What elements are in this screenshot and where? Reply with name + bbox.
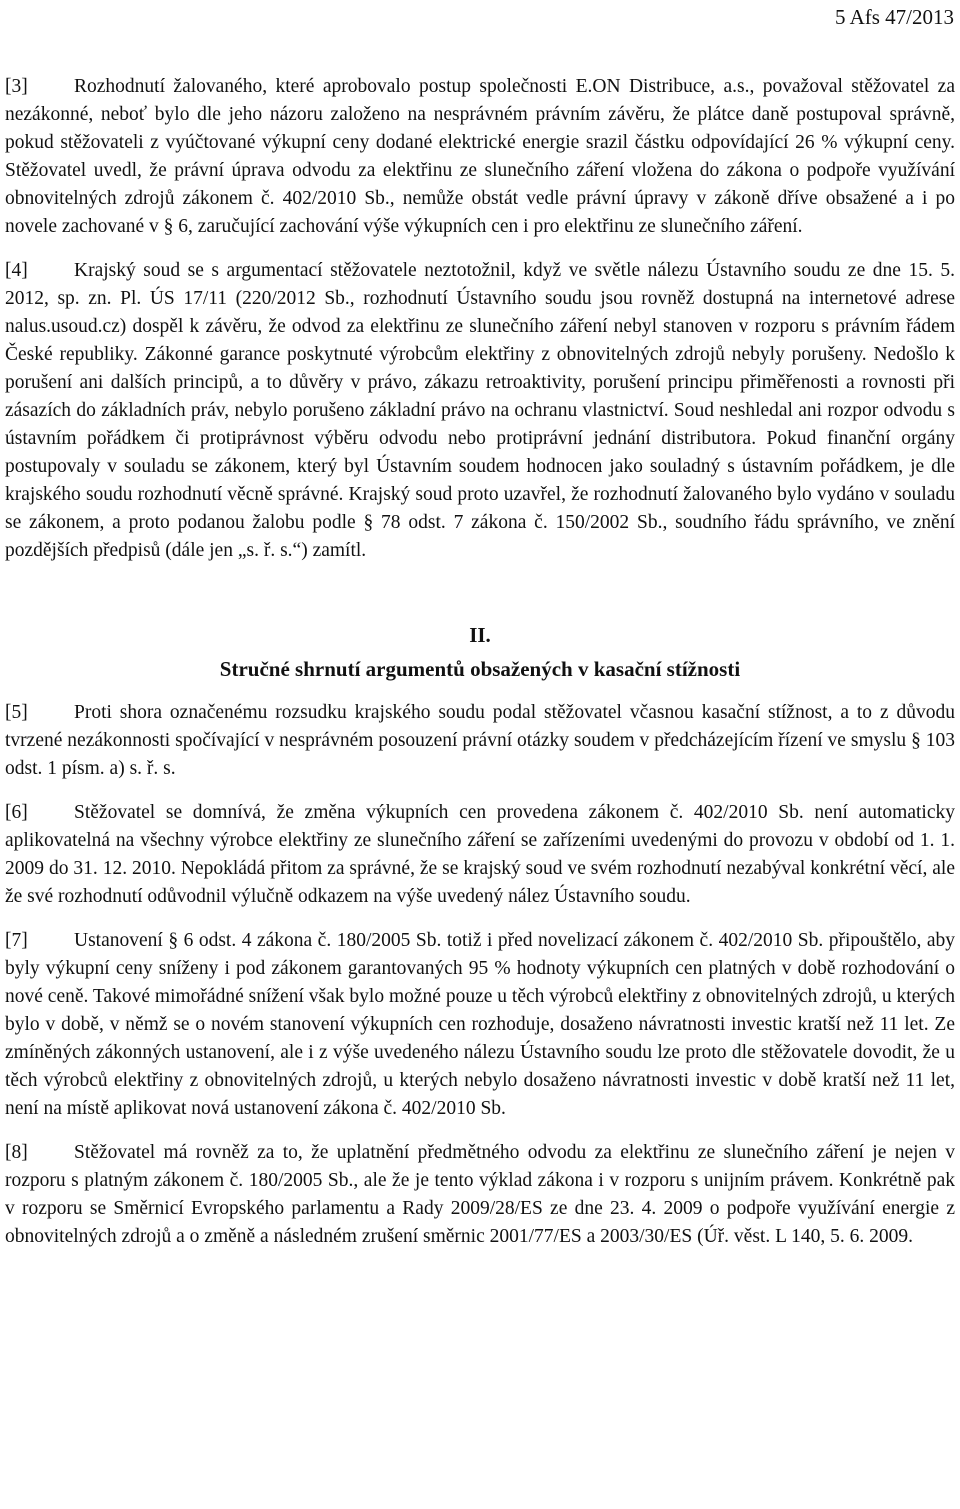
paragraph-text: Stěžovatel se domnívá, že změna výkupních cen provedena zákonem č. 402/2010 Sb. není automaticky aplikovatelná na všechny výrobce elektřiny ze slunečního záření se zařízeními uvedenými do provozu v období od 1. 1. 2009 do 31. 12. 2010. Nepokládá přitom za správné, že se krajský soud ve svém rozhodnutí nezabýval konkrétní věcí, ale že své rozhodnutí odůvodnil výlučně odkazem na výše uvedený nález Ústavního soudu.	[5, 802, 955, 907]
section-number: II.	[469, 623, 491, 647]
paragraph-number: [8]	[5, 1142, 28, 1163]
paragraph-text: Rozhodnutí žalovaného, které aprobovalo postup společnosti E.ON Distribuce, a.s., považoval stěžovatel za nezákonné, neboť bylo dle jeho názoru založeno na nesprávném právním závěru, že plátce daně postupoval správně, pokud stěžovateli z vyúčtované výkupní ceny dodané elektrické energie srazil částku odpovídající 26 % výkupní ceny. Stěžovatel uvedl, že právní úprava odvodu za elektřinu ze slunečního záření vložena do zákona o podpoře využívání obnovitelných zdrojů zákonem č. 402/2010 Sb., nemůže obstát vedle právní úpravy v zákoně dříve obsažené a i po novele zachované v § 6, zaručující zachování výše výkupních cen i pro elektřinu ze slunečního záření.	[5, 76, 955, 237]
paragraph-number: [3]	[5, 76, 28, 97]
paragraph-7	[5, 927, 955, 1123]
paragraph-8	[5, 1139, 955, 1251]
paragraph-text: Ustanovení § 6 odst. 4 zákona č. 180/2005 Sb. totiž i před novelizací zákonem č. 402/2010 Sb. připouštělo, aby byly výkupní ceny sníženy i pod zákonem garantovaných 95 % hodnoty výkupních cen platných v době rozhodování o nové ceně. Takové mimořádné snížení však bylo možné pouze u těch výrobců elektřiny z obnovitelných zdrojů, u kterých bylo v době, v němž se o novém stanovení výkupních cen rozhoduje, dosaženo návratnosti investic kratší než 11 let. Ze zmíněných zákonných ustanovení, ale i z výše uvedeného nálezu Ústavního soudu lze proto dle stěžovatele dovodit, že u těch výrobců elektřiny z obnovitelných zdrojů, u kterých nebylo dosaženo návratnosti investic v době kratší než 11 let, není na místě aplikovat nová ustanovení zákona č. 402/2010 Sb.	[5, 930, 955, 1119]
paragraph-text: Krajský soud se s argumentací stěžovatele neztotožnil, když ve světle nálezu Ústavního soudu ze dne 15. 5. 2012, sp. zn. Pl. ÚS 17/11 (220/2012 Sb., rozhodnutí Ústavního soudu jsou rovněž dostupná na internetové adrese nalus.usoud.cz) dospěl k závěru, že odvod za elektřinu ze slunečního záření nebyl stanoven v rozporu s právním řádem České republiky. Zákonné garance poskytnuté výrobcům elektřiny z obnovitelných zdrojů nebyly porušeny. Nedošlo k porušení ani dalších principů, a to důvěry v právo, zákazu retroaktivity, porušení principu přiměřenosti a rovnosti při zásazích do základních práv, nebylo porušeno základní právo na ochranu vlastnictví. Soud neshledal ani rozpor odvodu s ústavním pořádkem či protiprávnost výběru odvodu nebo protiprávní jednání distributora. Pokud finanční orgány postupovaly v souladu se zákonem, který byl Ústavním soudem hodnocen jako souladný s ústavním pořádkem, je dle krajského soudu rozhodnutí věcně správné. Krajský soud proto uzavřel, že rozhodnutí žalovaného bylo vydáno v souladu se zákonem, a proto podanou žalobu podle § 78 odst. 7 zákona č. 150/2002 Sb., soudního řádu správního, ve znění pozdějších předpisů (dále jen „s. ř. s.“) zamítl.	[5, 260, 955, 561]
paragraph-6	[5, 799, 955, 911]
paragraph-number: [4]	[5, 260, 28, 281]
paragraph-number: [7]	[5, 930, 28, 951]
paragraph-3	[5, 73, 955, 241]
paragraph-4	[5, 257, 955, 565]
case-number-header: 5 Afs 47/2013	[834, 5, 954, 29]
paragraph-5	[5, 699, 955, 783]
section-title: Stručné shrnutí argumentů obsažených v kasační stížnosti	[219, 657, 741, 681]
paragraph-number: [5]	[5, 702, 28, 723]
paragraph-number: [6]	[5, 802, 28, 823]
paragraph-text: Stěžovatel má rovněž za to, že uplatnění předmětného odvodu za elektřinu ze slunečního záření je nejen v rozporu s platným zákonem č. 180/2005 Sb., ale že je tento výklad zákona i v rozporu s unijním právem. Konkrétně pak v rozporu se Směrnicí Evropského parlamentu a Rady 2009/28/ES ze dne 23. 4. 2009 o podpoře využívání energie z obnovitelných zdrojů a o změně a následném zrušení směrnic 2001/77/ES a 2003/30/ES (Úř. věst. L 140, 5. 6. 2009.	[5, 1142, 955, 1247]
document-body	[5, 73, 955, 1267]
paragraph-text: Proti shora označenému rozsudku krajského soudu podal stěžovatel včasnou kasační stížnost, a to z důvodu tvrzené nezákonnosti spočívající v nesprávném posouzení právní otázky soudem v předcházejícím řízení ve smyslu § 103 odst. 1 písm. a) s. ř. s.	[5, 702, 955, 779]
